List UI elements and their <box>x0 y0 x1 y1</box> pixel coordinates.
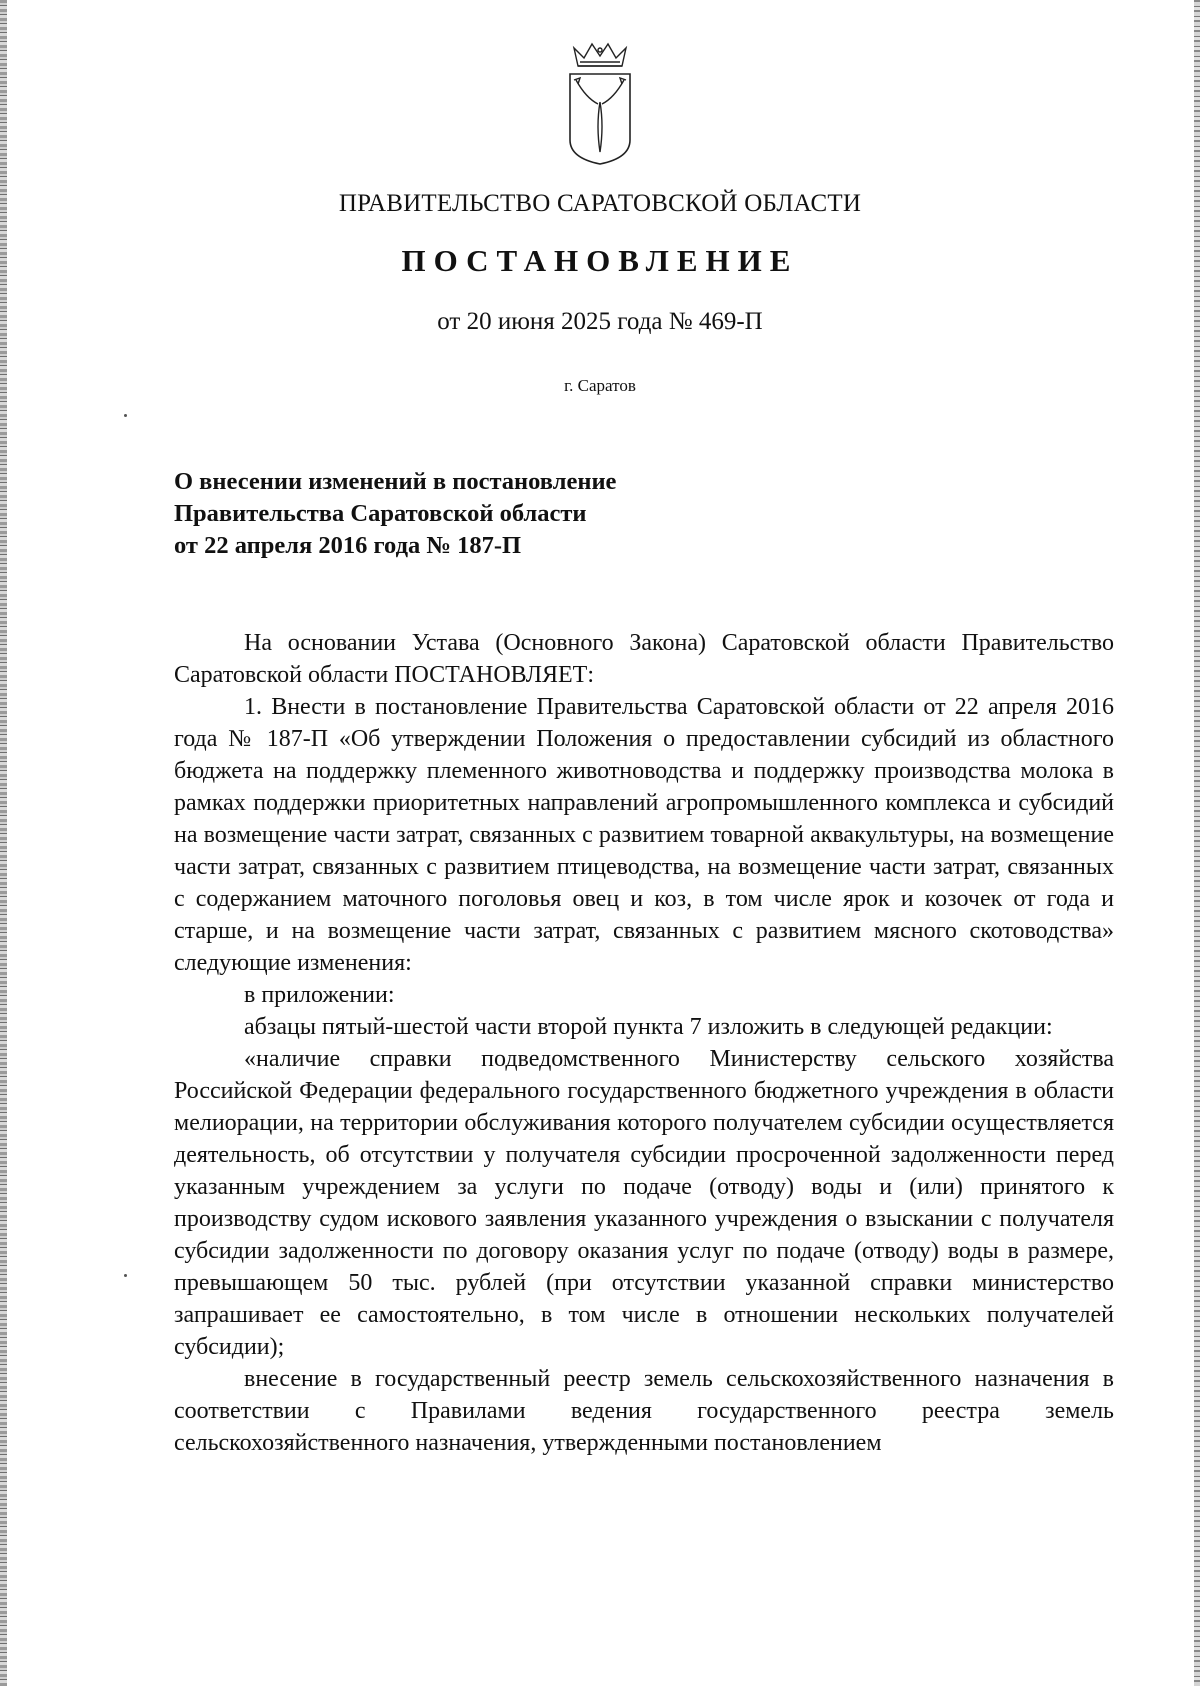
paragraph-amendment-text-1: «наличие справки подведомственного Министерству сельского хозяйства Российской Федерации федерального государственного бюджетного учреждения в области мелиорации, на территории обслуживания которого получателем субсидии осуществляется деятельность, об отсутствии у получателя субсидии просроченной задолженности перед указанным учреждением за услуги по подаче (отводу) воды и (или) принятого к производству судом искового заявления указанного учреждения о взыскании с получателя субсидии задолженности по договору оказания услуг по подаче (отводу) воды в размере, превышающем 50 тыс. рублей (при отсутствии указанной справки министерство запрашивает ее самостоятельно, в том числе в отношении нескольких получателей субсидии); <box>174 1046 1114 1360</box>
paragraph-item-1: 1. Внести в постановление Правительства Саратовской области от 22 апреля 2016 года № 187-П «Об утверждении Положения о предоставлении субсидий из областного бюджета на поддержку племенного животноводства и поддержку производства молока в рамках поддержки приоритетных направлений агропромышленного комплекса и субсидий на возмещение части затрат, связанных с развитием товарной аквакультуры, на возмещение части затрат, связанных с развитием птицеводства, на возмещение части затрат, связанных с содержанием маточного поголовья овец и коз, в том числе ярок и козочек от года и старше, и на возмещение части затрат, связанных с развитием мясного скотоводства» следующие изменения: <box>174 694 1114 976</box>
document-title <box>174 466 874 562</box>
paragraph-amendment-text-2: внесение в государственный реестр земель сельскохозяйственного назначения в соответствии с Правилами ведения государственного реестра земель сельскохозяйственного назначения, утвержденными постановлением <box>174 1366 1114 1456</box>
paragraph-in-appendix: в приложении: <box>244 982 395 1008</box>
document-body <box>174 627 1114 1459</box>
title-line-3: от 22 апреля 2016 года № 187-П <box>174 532 522 559</box>
title-line-2: Правительства Саратовской области <box>174 500 587 527</box>
title-line-1: О внесении изменений в постановление <box>174 468 617 495</box>
scan-speck <box>124 1274 127 1277</box>
document-city: г. Саратов <box>564 376 636 395</box>
document-date-number: от 20 июня 2025 года № 469-П <box>437 308 763 335</box>
document-type: ПОСТАНОВЛЕНИЕ <box>401 243 799 278</box>
paragraph-preamble: На основании Устава (Основного Закона) Саратовской области Правительство Саратовской области ПОСТАНОВЛЯЕТ: <box>174 630 1114 688</box>
scan-speck <box>124 414 127 417</box>
saratov-coat-of-arms-icon <box>560 40 640 168</box>
paragraph-amendment-intro: абзацы пятый-шестой части второй пункта 7 изложить в следующей редакции: <box>244 1014 1053 1040</box>
government-name: ПРАВИТЕЛЬСТВО САРАТОВСКОЙ ОБЛАСТИ <box>338 190 862 217</box>
